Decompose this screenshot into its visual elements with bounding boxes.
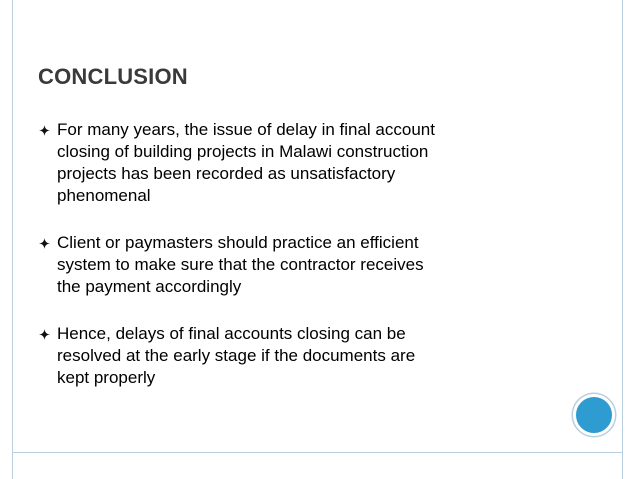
bullet-item [38,323,558,389]
bullet-line: system to make sure that the contractor receives [57,255,424,274]
bullet-line: resolved at the early stage if the documents are [57,346,416,365]
bullet-list [38,119,558,389]
bullet-line: Hence, delays of final accounts closing can be [57,324,406,343]
bullet-item [38,119,558,207]
bullet-line: phenomenal [57,186,151,205]
diamond-bullet-icon [38,232,50,254]
bullet-line: the payment accordingly [57,277,242,296]
bullet-line: projects has been recorded as unsatisfactory [57,164,396,183]
slide-title: CONCLUSION [38,64,188,89]
bullet-line: Client or paymasters should practice an efficient [57,233,419,252]
diamond-bullet-icon [38,119,50,141]
bullet-line: For many years, the issue of delay in final account [57,120,435,139]
diamond-bullet-icon [38,323,50,345]
decorative-circle [573,394,615,436]
bottom-rule [12,452,623,453]
bullet-line: closing of building projects in Malawi construction [57,142,429,161]
bullet-line: kept properly [57,368,156,387]
bullet-item [38,232,558,298]
